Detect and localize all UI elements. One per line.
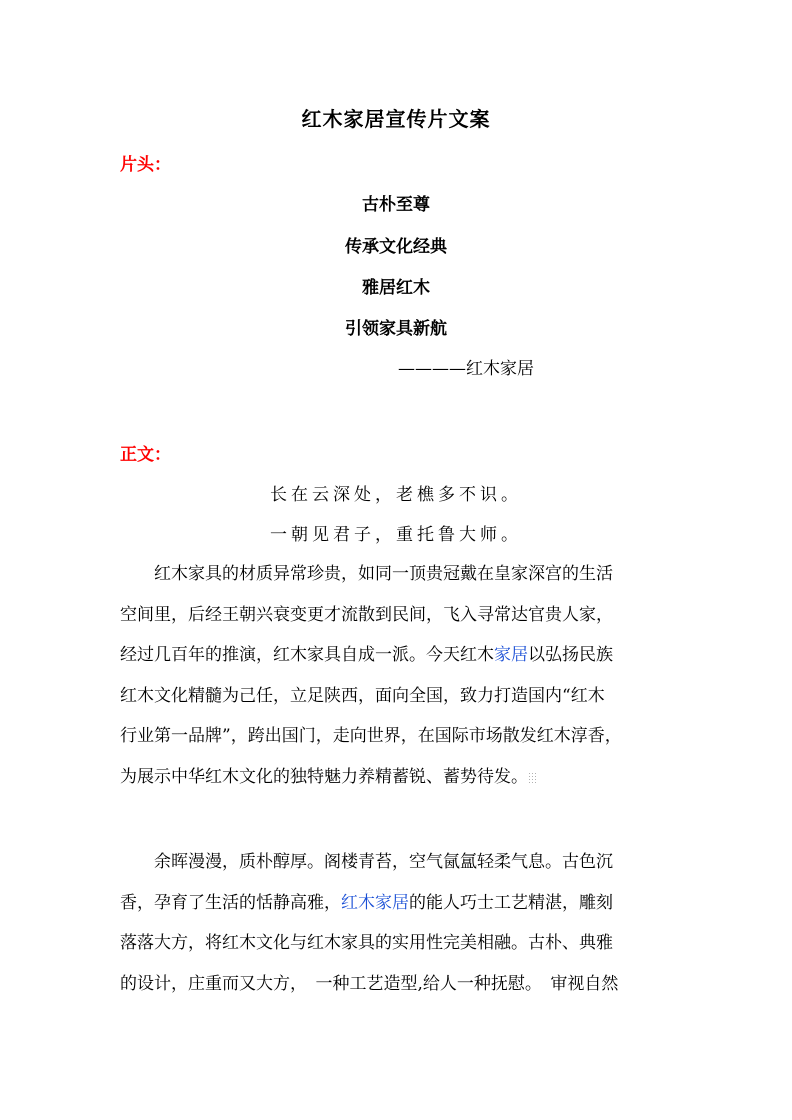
paragraph-1-line-6: [120, 757, 680, 798]
slogan-4: 引领家具新航: [345, 319, 447, 339]
paragraph-1-line-5: 行业第一品牌”，跨出国门，走向世界，在国际市场散发红木淳香，: [120, 726, 622, 746]
body-section-label: 正文：: [120, 445, 171, 465]
paragraph-1-line-3-end: 以弘扬民族: [528, 645, 613, 665]
paragraph-2-line-1: 余晖漫漫，质朴醇厚。阁楼青苔，空气氤氲轻柔气息。古色沉: [120, 852, 613, 872]
header-section-label: 片头：: [120, 155, 171, 175]
poem-line-2: 一朝见君子，重托鲁大师。: [270, 525, 522, 545]
paragraph-2-line-2-start: 香，孕育了生活的恬静高雅，: [120, 892, 341, 913]
paragraph-2-line-2-end: 的能人巧士工艺精湛，雕刻: [409, 892, 613, 913]
paragraph-2: [120, 842, 680, 1004]
jiaju-link[interactable]: 家居: [494, 645, 528, 665]
paragraph-2-line-4: 的设计，庄重而又大方， 一种工艺造型,给人一种抚慰。 审视自然: [120, 973, 619, 994]
paragraph-1-line-2: 空间里，后经王朝兴衰变更才流散到民间，飞入寻常达官贵人家，: [120, 604, 613, 625]
paragraph-1-line-3: [120, 635, 680, 676]
paragraph-1-line-4: 红木文化精髓为己任，立足陕西，面向全国，致力打造国内“红木: [120, 685, 605, 706]
hongmu-jiaju-link[interactable]: 红木家居: [341, 892, 409, 913]
signature: ————红木家居: [398, 359, 534, 379]
text-cursor-marker-icon: [528, 772, 538, 784]
slogan-2: 传承文化经典: [345, 237, 447, 257]
paragraph-1-line-6-text: 为展示中华红木文化的独特魅力养精蓄锐、蓄势待发。: [120, 766, 528, 787]
document-title: 红木家居宣传片文案: [301, 107, 491, 131]
slogan-1: 古朴至尊: [362, 195, 430, 215]
paragraph-1-line-3-text: 经过几百年的推演，红木家具自成一派。今天红木: [120, 645, 494, 665]
paragraph-1: [120, 554, 680, 797]
paragraph-1-line-1: 红木家具的材质异常珍贵，如同一顶贵冠戴在皇家深宫的生活: [120, 564, 613, 584]
paragraph-2-line-3: 落落大方，将红木文化与红木家具的实用性完美相融。古朴、典雅: [120, 933, 613, 953]
poem-line-1: 长在云深处，老樵多不识。: [270, 485, 522, 505]
slogan-3: 雅居红木: [362, 278, 430, 298]
paragraph-2-line-2: [120, 883, 680, 924]
